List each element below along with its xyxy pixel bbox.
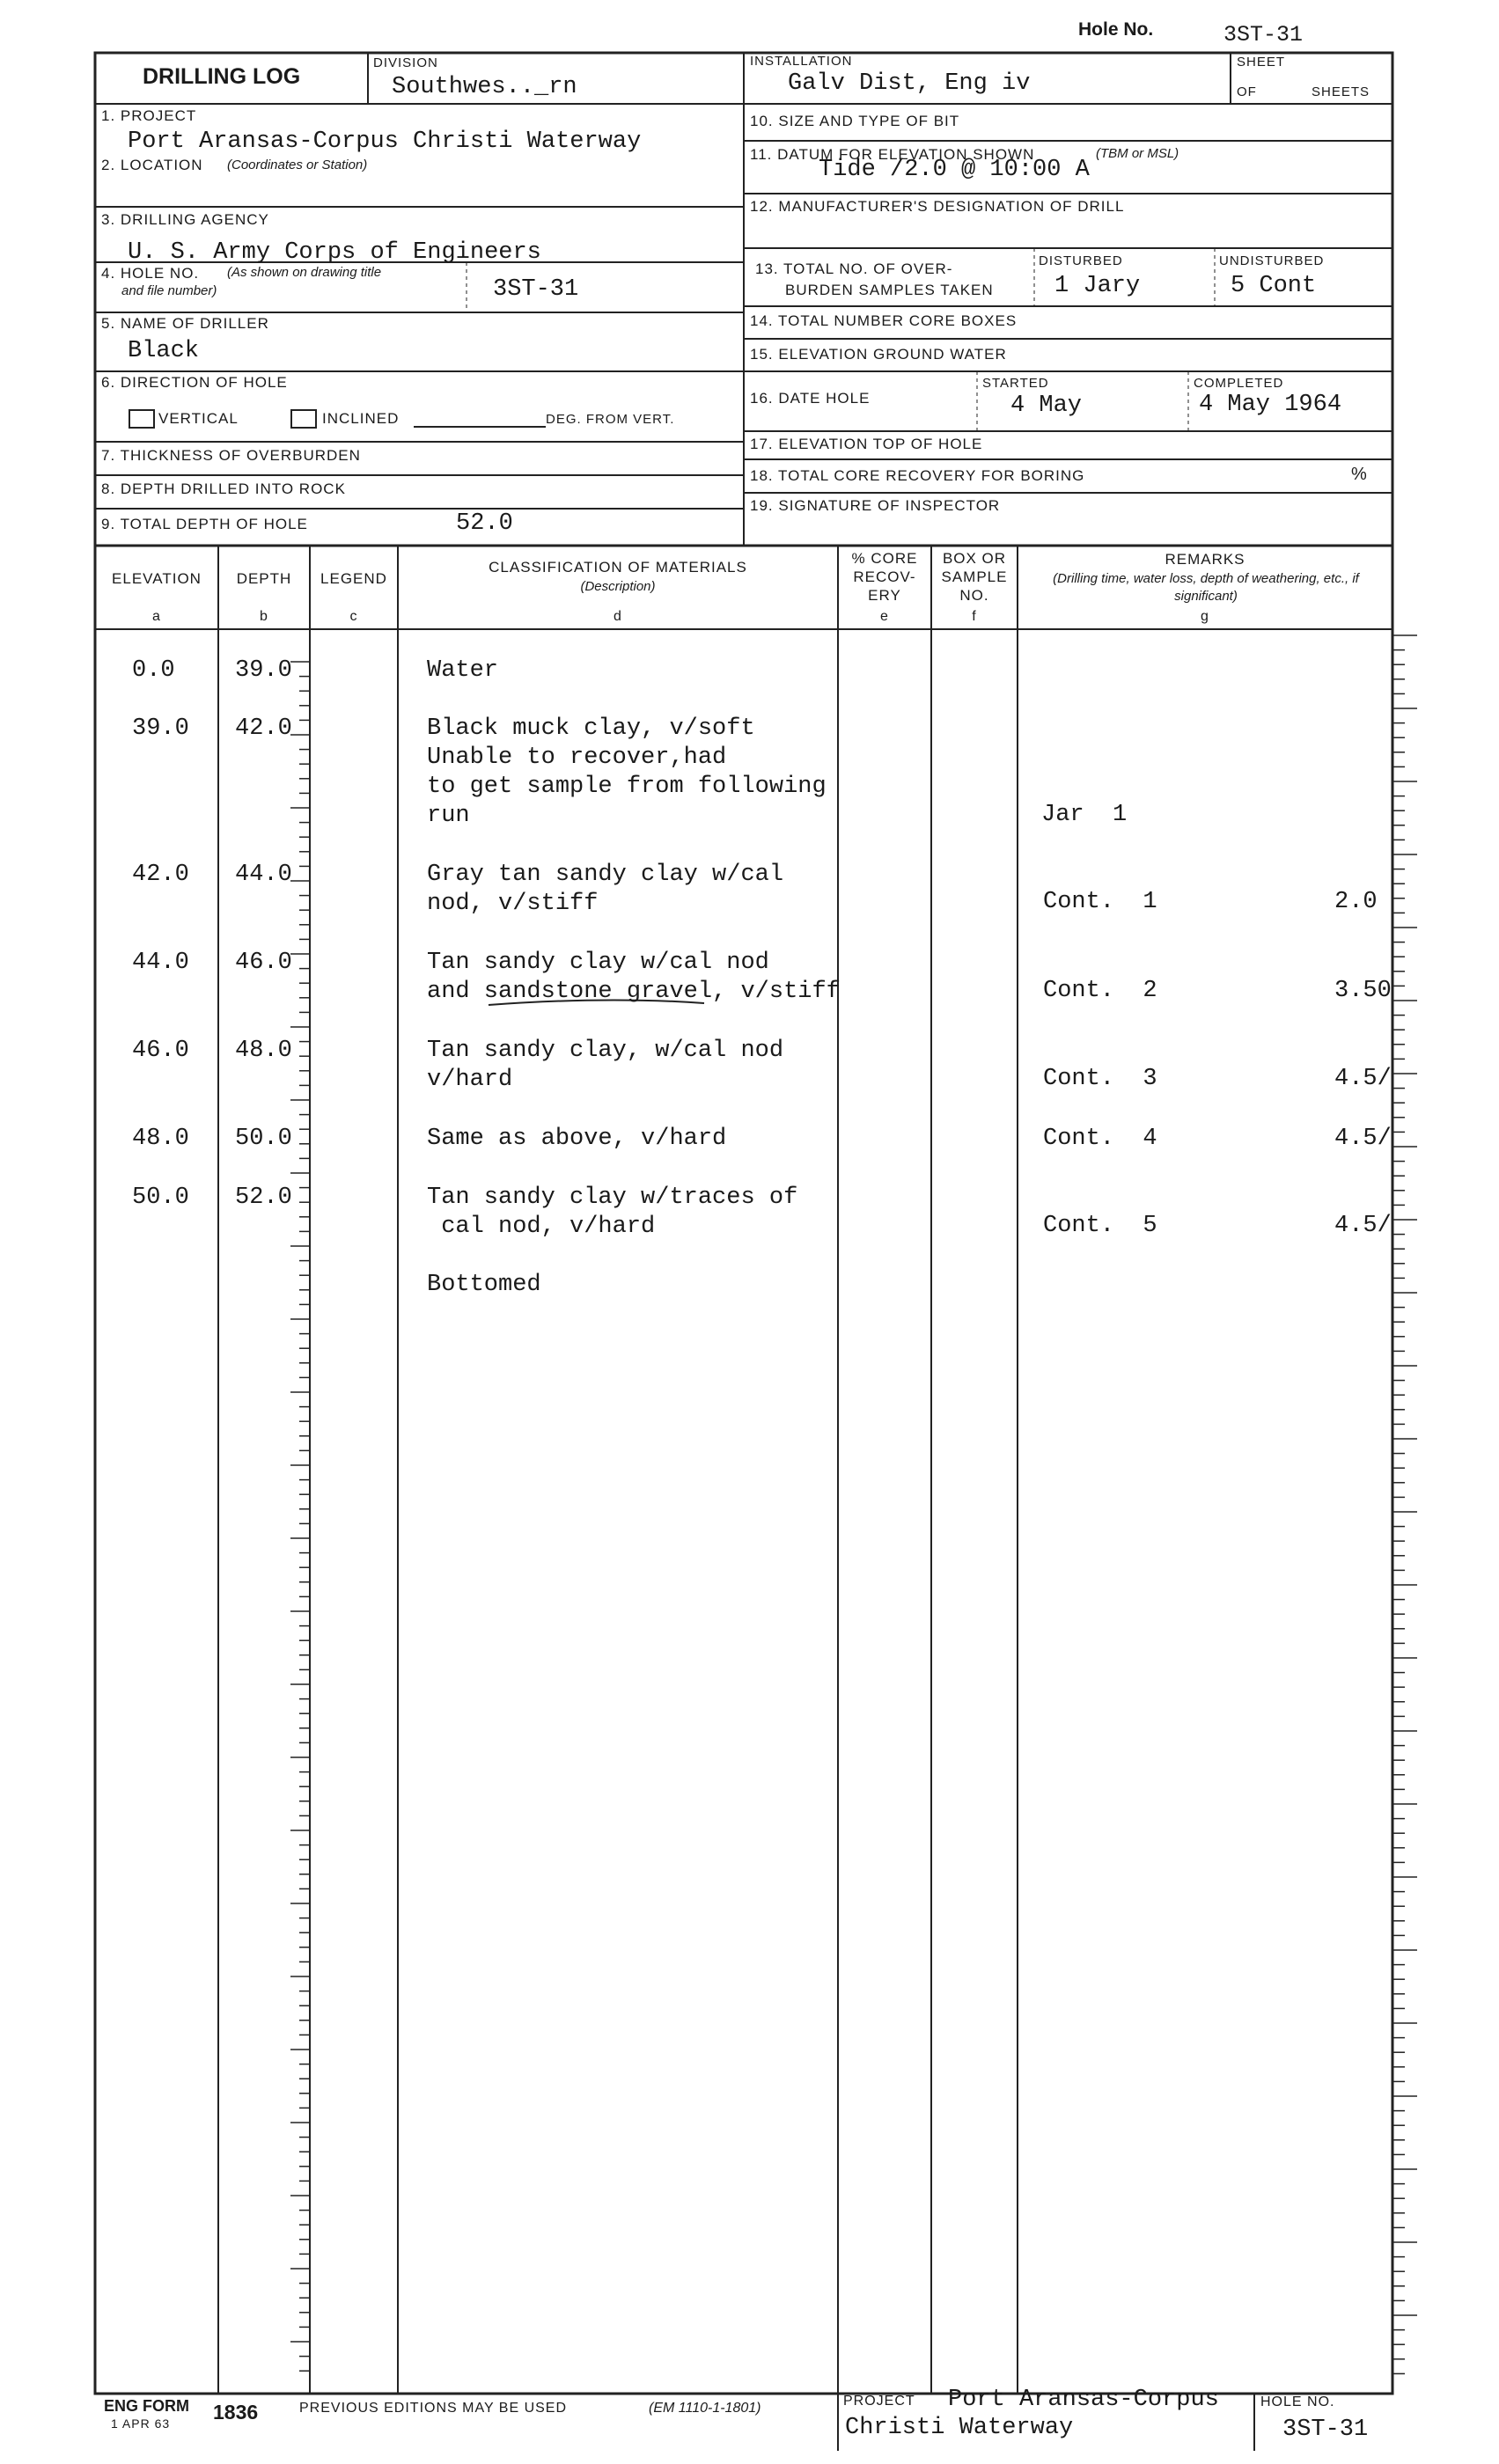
hole-sub-2: and file number)	[121, 283, 217, 298]
col-classification: CLASSIFICATION OF MATERIALS	[489, 559, 747, 576]
datum-value: Tide /2.0 @ 10:00 A	[819, 157, 1090, 183]
top-hole-label: 17. ELEVATION TOP OF HOLE	[750, 436, 983, 452]
location-label: 2. LOCATION	[101, 157, 203, 173]
row-remark-value: 4.5/	[1334, 1066, 1392, 1092]
col-legend: LEGEND	[320, 570, 387, 587]
inclined-label: INCLINED	[322, 410, 400, 427]
bit-label: 10. SIZE AND TYPE OF BIT	[750, 113, 960, 129]
project-label: 1. PROJECT	[101, 107, 197, 124]
started-value: 4 May	[1010, 392, 1083, 419]
location-sub: (Coordinates or Station)	[227, 158, 368, 172]
row-description: Tan sandy clay w/traces of cal nod, v/hard	[427, 1184, 798, 1240]
agency-label: 3. DRILLING AGENCY	[101, 211, 269, 228]
row-description: Tan sandy clay, w/cal nod v/hard	[427, 1038, 784, 1093]
col-box-letter: f	[972, 609, 977, 624]
samples-label-2: BURDEN SAMPLES TAKEN	[785, 282, 994, 298]
row-depth: 50.0	[235, 1126, 292, 1152]
row-remark: Cont. 4	[1043, 1126, 1157, 1152]
form-title: DRILLING LOG	[143, 64, 301, 89]
division-value: Southwes.._rn	[392, 74, 577, 100]
row-remark: Cont. 5	[1043, 1213, 1157, 1239]
inspector-label: 19. SIGNATURE OF INSPECTOR	[750, 497, 1001, 514]
row-depth: 46.0	[235, 950, 292, 976]
row-description: Same as above, v/hard	[427, 1126, 727, 1152]
col-core-letter: e	[880, 609, 889, 624]
col-core: % CORE RECOV- ERY	[851, 550, 918, 604]
col-elevation-letter: a	[152, 609, 161, 624]
row-depth: 42.0	[235, 715, 292, 742]
hole-value: 3ST-31	[493, 276, 579, 303]
row-depth: 39.0	[235, 657, 292, 684]
completed-label: COMPLETED	[1194, 376, 1284, 391]
hole-label: 4. HOLE NO.	[101, 265, 200, 282]
footer-form-date: 1 APR 63	[111, 2416, 171, 2431]
disturbed-label: DISTURBED	[1039, 253, 1123, 268]
col-depth-letter: b	[260, 609, 268, 624]
datum-label: 11. DATUM FOR ELEVATION SHOWN	[750, 146, 1035, 163]
total-depth-label: 9. TOTAL DEPTH OF HOLE	[101, 516, 308, 532]
footer-project-label: PROJECT	[843, 2394, 915, 2409]
row-remark: Cont. 1	[1043, 889, 1157, 915]
row-remark-value: 4.5/	[1334, 1213, 1392, 1239]
row-remark-value: 3.50	[1334, 978, 1392, 1004]
datum-sub: (TBM or MSL)	[1096, 146, 1179, 161]
row-elevation: 39.0	[132, 715, 189, 742]
division-label: DIVISION	[373, 55, 438, 70]
driller-label: 5. NAME OF DRILLER	[101, 315, 269, 332]
direction-label: 6. DIRECTION OF HOLE	[101, 374, 288, 391]
footer-previous: PREVIOUS EDITIONS MAY BE USED	[299, 2401, 568, 2416]
col-box: BOX OR SAMPLE NO.	[941, 550, 1008, 604]
overburden-label: 7. THICKNESS OF OVERBURDEN	[101, 447, 361, 464]
inclined-degree-line	[414, 426, 546, 428]
row-elevation: 0.0	[132, 657, 175, 684]
row-depth: 52.0	[235, 1184, 292, 1211]
footer-em: (EM 1110-1-1801)	[649, 2401, 761, 2416]
footer-project-value-2: Christi Waterway	[845, 2415, 1074, 2441]
core-boxes-label: 14. TOTAL NUMBER CORE BOXES	[750, 312, 1018, 329]
percent-sign: %	[1351, 465, 1368, 484]
ground-water-label: 15. ELEVATION GROUND WATER	[750, 346, 1007, 363]
samples-label-1: 13. TOTAL NO. OF OVER-	[755, 260, 953, 277]
footer-project-value-1: Port Aransas-Corpus	[948, 2387, 1219, 2413]
row-remark: Cont. 2	[1043, 978, 1157, 1004]
col-classification-sub: (Description)	[580, 579, 656, 594]
row-elevation: 44.0	[132, 950, 189, 976]
footer-hole-value: 3ST-31	[1282, 2416, 1369, 2443]
deg-label: DEG. FROM VERT.	[546, 412, 675, 427]
undisturbed-label: UNDISTURBED	[1219, 253, 1325, 268]
rock-label: 8. DEPTH DRILLED INTO ROCK	[101, 480, 346, 497]
inclined-checkbox[interactable]	[290, 409, 317, 429]
hole-sub-1: (As shown on drawing title	[227, 265, 382, 280]
date-hole-label: 16. DATE HOLE	[750, 390, 871, 407]
disturbed-value: 1 Jary	[1054, 273, 1141, 299]
installation-value: Galv Dist, Eng iv	[788, 70, 1031, 97]
row-depth: 48.0	[235, 1038, 292, 1064]
row-elevation: 46.0	[132, 1038, 189, 1064]
depth-scale-ticks	[290, 662, 310, 2371]
row-elevation: 50.0	[132, 1184, 189, 1211]
mfr-label: 12. MANUFACTURER'S DESIGNATION OF DRILL	[750, 198, 1125, 215]
col-classification-letter: d	[614, 609, 622, 624]
row-description: Tan sandy clay w/cal nod and sandstone gravel, v/stiff	[427, 950, 841, 1005]
undisturbed-value: 5 Cont	[1231, 273, 1317, 299]
col-remarks-sub: (Drilling time, water loss, depth of weathering, etc., if significant)	[1053, 571, 1359, 604]
row-remark: Cont. 3	[1043, 1066, 1157, 1092]
sheets-label: SHEETS	[1312, 84, 1370, 99]
row-elevation: 48.0	[132, 1126, 189, 1152]
total-depth-value: 52.0	[456, 510, 513, 537]
project-value: Port Aransas-Corpus Christi Waterway	[128, 128, 642, 155]
installation-label: INSTALLATION	[750, 54, 853, 69]
hole-no-label: Hole No.	[1078, 19, 1154, 40]
row-elevation: 42.0	[132, 862, 189, 888]
footer-form-number: 1836	[213, 2401, 259, 2424]
hole-no-value: 3ST-31	[1223, 22, 1304, 48]
row-description: Water	[427, 657, 499, 684]
of-label: OF	[1237, 84, 1257, 99]
vertical-checkbox[interactable]	[129, 409, 155, 429]
col-remarks-letter: g	[1201, 609, 1209, 624]
row-description: Bottomed	[427, 1272, 541, 1298]
row-description: Gray tan sandy clay w/cal nod, v/stiff	[427, 862, 784, 917]
col-depth: DEPTH	[236, 570, 292, 587]
driller-value: Black	[128, 338, 200, 364]
col-remarks: REMARKS	[1165, 551, 1245, 568]
completed-value: 4 May 1964	[1199, 392, 1342, 418]
started-label: STARTED	[982, 376, 1049, 391]
row-description: Black muck clay, v/soft Unable to recover,had to get sample from following run	[427, 715, 827, 829]
row-remark: Jar 1	[1041, 802, 1128, 828]
footer-eng-form: ENG FORM	[104, 2397, 189, 2415]
row-remark-value: 4.5/	[1334, 1126, 1392, 1152]
core-recovery-label: 18. TOTAL CORE RECOVERY FOR BORING	[750, 467, 1085, 484]
vertical-label: VERTICAL	[158, 410, 239, 427]
right-edge-ticks	[1392, 635, 1417, 2373]
col-elevation: ELEVATION	[112, 570, 202, 587]
row-remark-value: 2.0	[1334, 889, 1378, 915]
agency-value: U. S. Army Corps of Engineers	[128, 239, 541, 266]
row-depth: 44.0	[235, 862, 292, 888]
footer-hole-label: HOLE NO.	[1260, 2394, 1335, 2409]
sheet-label: SHEET	[1237, 55, 1286, 70]
col-legend-letter: c	[349, 609, 358, 624]
